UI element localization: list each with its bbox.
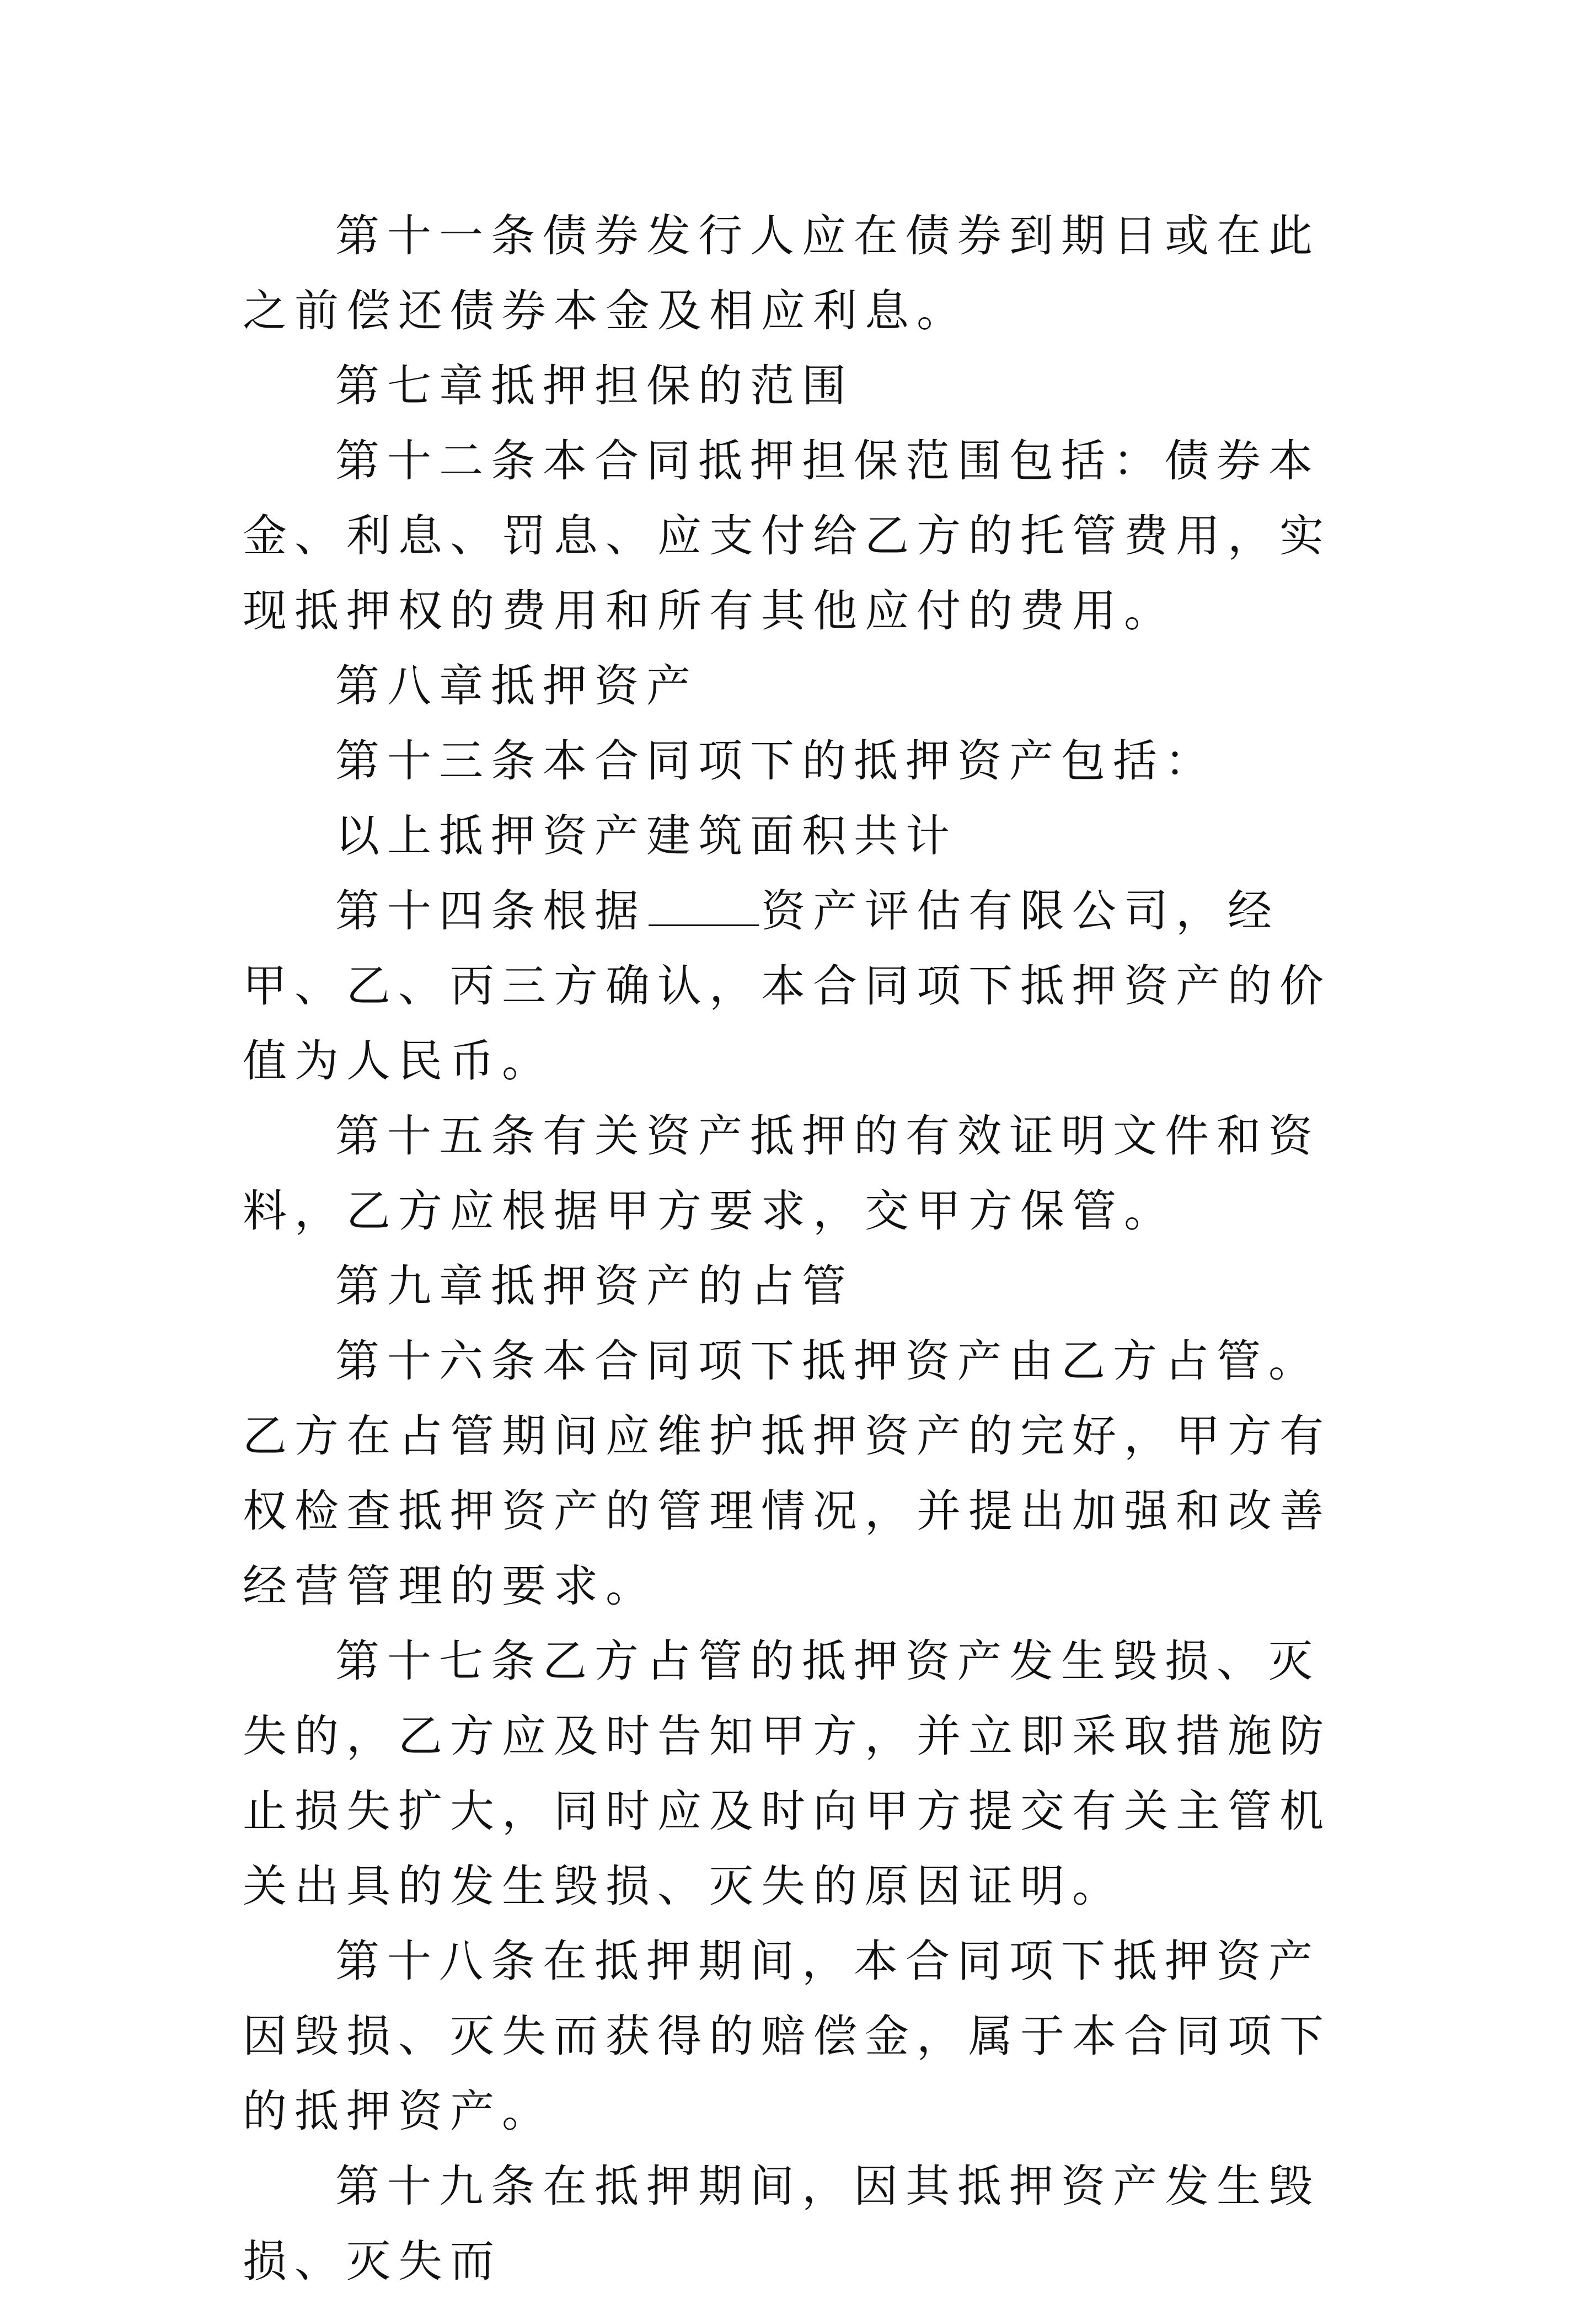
article-13: 第十三条本合同项下的抵押资产包括：	[335, 735, 1217, 787]
floor-area-line: 以上抵押资产建筑面积共计	[335, 810, 957, 862]
chapter-9-heading: 第九章抵押资产的占管	[335, 1260, 854, 1312]
article-15: 第十五条有关资产抵押的有效证明文件和资料，乙方应根据甲方要求，交甲方保管。	[243, 1110, 1320, 1237]
article-16: 第十六条本合同项下抵押资产由乙方占管。乙方在占管期间应维护抵押资产的完好，甲方有权检查抵押资产的管理情况，并提出加强和改善经营管理的要求。	[243, 1335, 1331, 1612]
article-17: 第十七条乙方占管的抵押资产发生毁损、灭失的，乙方应及时告知甲方，并立即采取措施防止损失扩大，同时应及时向甲方提交有关主管机关出具的发生毁损、灭失的原因证明。	[243, 1635, 1331, 1912]
fill-in-blank	[649, 886, 759, 926]
article-14-before-blank: 第十四条根据	[335, 885, 646, 937]
article-12: 第十二条本合同抵押担保范围包括：债券本金、利息、罚息、应支付给乙方的托管费用，实现抵押权的费用和所有其他应付的费用。	[243, 435, 1331, 637]
article-19: 第十九条在抵押期间，因其抵押资产发生毁损、灭失而	[243, 2161, 1320, 2287]
chapter-7-heading: 第七章抵押担保的范围	[335, 360, 854, 411]
chapter-8-heading: 第八章抵押资产	[335, 660, 698, 712]
document-body	[243, 199, 1362, 2299]
article-14	[243, 874, 1362, 1099]
article-14-after-blank: 资产评估有限公司，经甲、乙、丙三方确认，本合同项下抵押资产的价值为人民币。	[243, 885, 1331, 1087]
article-18: 第十八条在抵押期间，本合同项下抵押资产因毁损、灭失而获得的赔偿金，属于本合同项下的抵押资产。	[243, 1936, 1331, 2137]
article-11: 第十一条债券发行人应在债券到期日或在此之前偿还债券本金及相应利息。	[243, 210, 1320, 336]
